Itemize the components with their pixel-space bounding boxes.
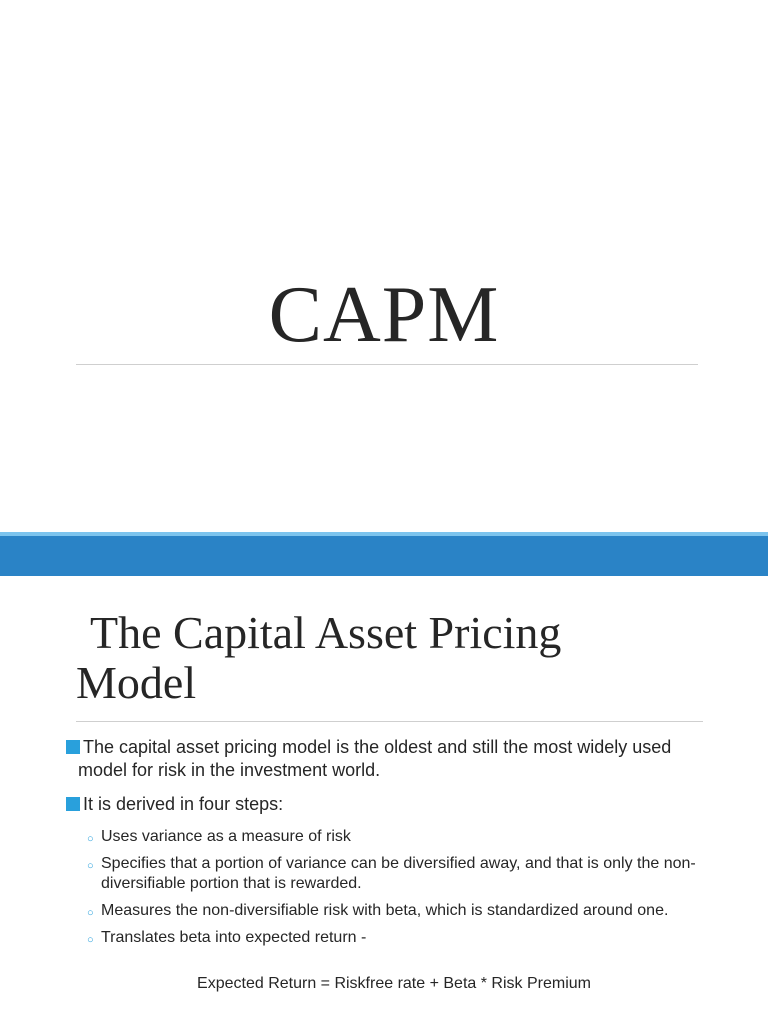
bullet-item bbox=[66, 736, 706, 782]
sub-bullet-item bbox=[66, 901, 706, 921]
sub-bullet-text: Uses variance as a measure of risk bbox=[101, 828, 351, 845]
sub-bullet-text: Specifies that a portion of variance can be diversified away, and that is only the non-diversifiable portion that is rewarded. bbox=[101, 855, 696, 892]
sub-bullet-item bbox=[66, 827, 706, 847]
ring-bullet-icon: ○ bbox=[87, 860, 94, 872]
title-divider bbox=[76, 721, 703, 722]
title-line-2: Model bbox=[76, 657, 197, 708]
slide-body bbox=[66, 736, 706, 955]
ring-bullet-icon: ○ bbox=[87, 833, 94, 845]
sub-bullet-text: Measures the non-diversifiable risk with beta, which is standardized around one. bbox=[101, 902, 669, 919]
ring-bullet-icon: ○ bbox=[87, 907, 94, 919]
bullet-item bbox=[66, 793, 706, 816]
sub-bullet-item bbox=[66, 854, 706, 894]
square-bullet-icon bbox=[66, 797, 80, 811]
square-bullet-icon bbox=[66, 740, 80, 754]
slide-title: CAPM bbox=[268, 271, 500, 359]
slide-capital-asset-pricing-model bbox=[0, 576, 768, 1024]
capm-formula: Expected Return = Riskfree rate + Beta * Risk Premium bbox=[197, 975, 591, 992]
slide-title bbox=[76, 608, 716, 708]
title-line-1: The Capital Asset Pricing bbox=[90, 607, 562, 658]
title-divider bbox=[76, 364, 698, 365]
bullet-text: The capital asset pricing model is the oldest and still the most widely used model for risk in the investment world. bbox=[78, 737, 672, 780]
sub-bullet-item bbox=[66, 928, 706, 948]
slide-separator-band bbox=[0, 536, 768, 576]
ring-bullet-icon: ○ bbox=[87, 934, 94, 946]
bullet-text: It is derived in four steps: bbox=[83, 794, 284, 814]
sub-bullet-text: Translates beta into expected return - bbox=[101, 929, 367, 946]
